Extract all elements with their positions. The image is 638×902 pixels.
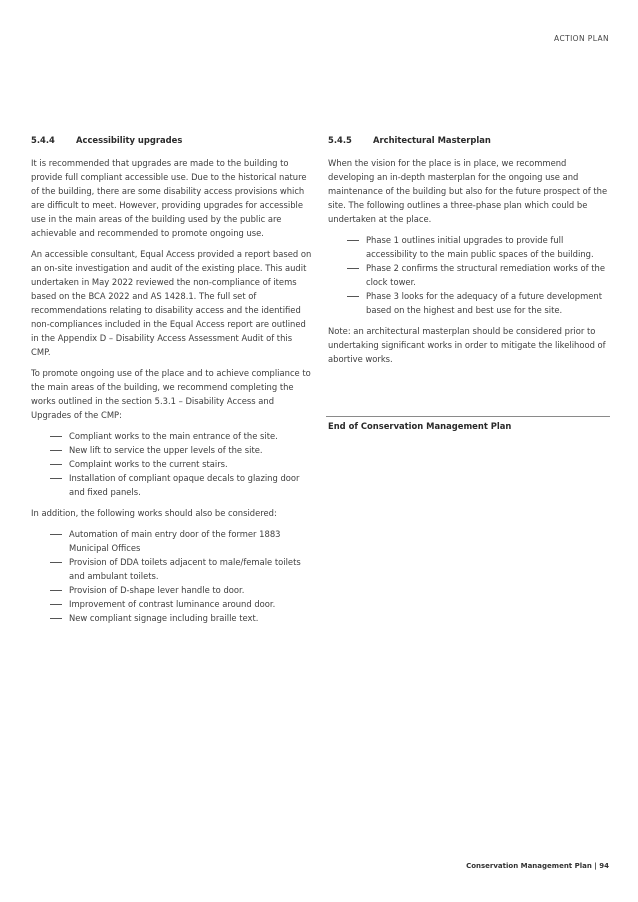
end-of-document-note: End of Conservation Management Plan xyxy=(328,421,512,431)
section-title: Accessibility upgrades xyxy=(76,135,183,145)
dash-bullet-icon xyxy=(50,464,62,465)
right-column xyxy=(328,134,611,373)
dash-bullet-icon xyxy=(50,478,62,479)
list-item: Phase 2 confirms the structural remediation works of the clock tower. xyxy=(347,261,611,289)
list-item: Phase 1 outlines initial upgrades to provide full accessibility to the main public spaces of the building. xyxy=(347,233,611,261)
section-title: Architectural Masterplan xyxy=(373,135,491,145)
works-list xyxy=(31,429,314,499)
dash-bullet-icon xyxy=(50,436,62,437)
list-item: Compliant works to the main entrance of the site. xyxy=(50,429,314,443)
dash-bullet-icon xyxy=(347,296,359,297)
list-item: Improvement of contrast luminance around door. xyxy=(50,597,314,611)
list-item: Automation of main entry door of the former 1883 Municipal Offices xyxy=(50,527,314,555)
section-heading-5-4-5 xyxy=(328,134,611,146)
paragraph: When the vision for the place is in place, we recommend developing an in-depth masterplan for the ongoing use and maintenance of the building but also for the future prospect of the site. The following outlines a three-phase plan which could be undertaken at the place. xyxy=(328,158,608,224)
dash-bullet-icon xyxy=(50,562,62,563)
dash-bullet-icon xyxy=(50,534,62,535)
page-footer: Conservation Management Plan | 94 xyxy=(466,862,609,870)
dash-bullet-icon xyxy=(50,450,62,451)
list-item: Complaint works to the current stairs. xyxy=(50,457,314,471)
left-column xyxy=(31,134,314,632)
section-heading-5-4-4 xyxy=(31,134,314,146)
dash-bullet-icon xyxy=(50,618,62,619)
list-item: Installation of compliant opaque decals to glazing door and fixed panels. xyxy=(50,471,314,499)
section-number: 5.4.4 xyxy=(31,135,55,145)
paragraph: An accessible consultant, Equal Access provided a report based on an on-site investigation and audit of the existing place. This audit undertaken in May 2022 reviewed the non-compliance of items based on the BCA 2022 and AS 1428.1. The full set of recommendations relating to disability access and the identified non-compliances included in the Equal Access report are outlined in the Appendix D – Disability Access Assessment Audit of this CMP. xyxy=(31,249,312,357)
list-item: New lift to service the upper levels of the site. xyxy=(50,443,314,457)
list-item: New compliant signage including braille text. xyxy=(50,611,314,625)
dash-bullet-icon xyxy=(50,604,62,605)
section-number: 5.4.5 xyxy=(328,135,352,145)
divider-rule xyxy=(326,416,610,417)
list-item: Provision of D-shape lever handle to door. xyxy=(50,583,314,597)
paragraph: In addition, the following works should also be considered: xyxy=(31,508,277,518)
dash-bullet-icon xyxy=(347,240,359,241)
phase-list xyxy=(328,233,611,317)
additional-works-list xyxy=(31,527,314,625)
list-item: Provision of DDA toilets adjacent to male/female toilets and ambulant toilets. xyxy=(50,555,314,583)
dash-bullet-icon xyxy=(347,268,359,269)
list-item: Phase 3 looks for the adequacy of a future development based on the highest and best use for the site. xyxy=(347,289,611,317)
running-header: ACTION PLAN xyxy=(554,34,609,43)
note-paragraph: Note: an architectural masterplan should be considered prior to undertaking significant works in order to mitigate the likelihood of abortive works. xyxy=(328,326,606,364)
paragraph: It is recommended that upgrades are made to the building to provide full compliant accessible use. Due to the historical nature of the building, there are some disability access provisions which are difficult to meet. However, providing upgrades for accessible use in the main areas of the building used by the public are achievable and recommended to promote ongoing use. xyxy=(31,158,307,238)
dash-bullet-icon xyxy=(50,590,62,591)
paragraph: To promote ongoing use of the place and to achieve compliance to the main areas of the building, we recommend completing the works outlined in the section 5.3.1 – Disability Access and Upgrades of the CMP: xyxy=(31,368,311,420)
